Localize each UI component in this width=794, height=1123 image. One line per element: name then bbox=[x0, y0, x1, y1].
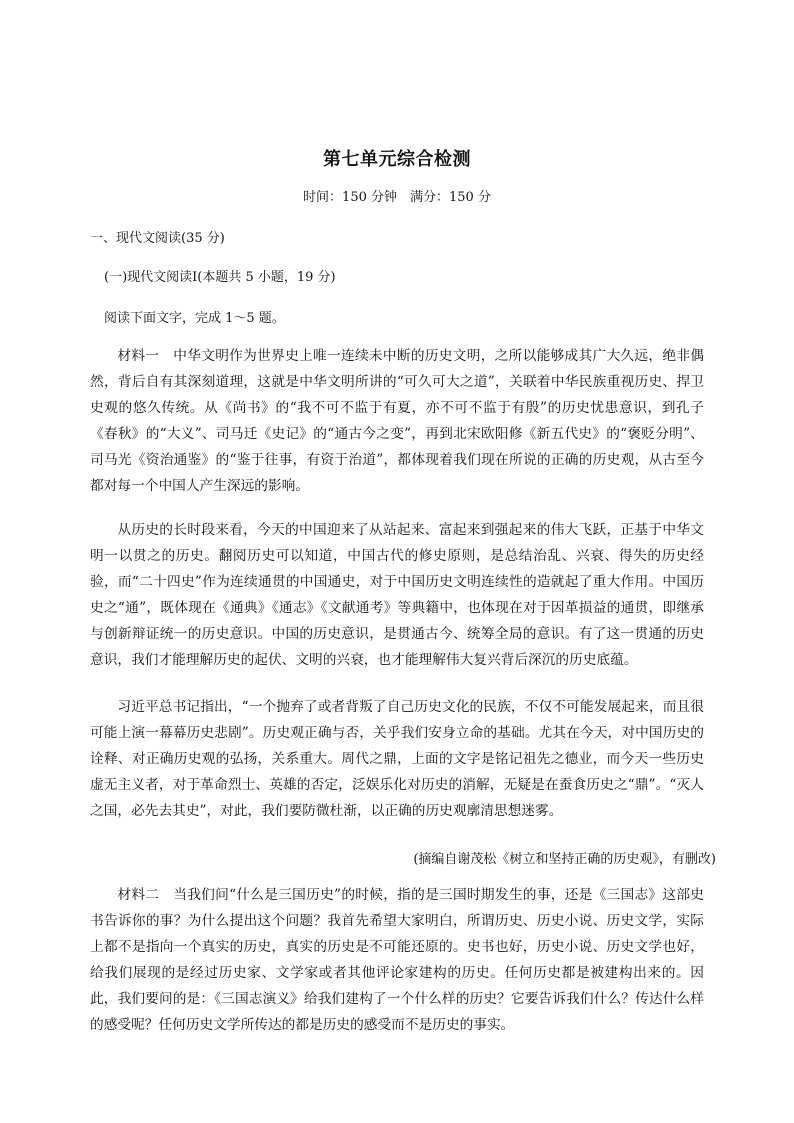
exam-meta: 时间：150 分钟 满分：150 分 bbox=[303, 190, 491, 205]
paragraph-quote: 习近平总书记指出，“一个抛弃了或者背叛了自己历史文化的民族，不仅不可能发展起来，而且很可能上演一幕幕历史悲剧”。历史观正确与否，关乎我们安身立命的基础。尤其在今天，对中国历史的诠释、对正确历史观的弘扬，关系重大。周代之鼎，上面的文字是铭记祖先之德业，而今天一些历史虚无主义者，对于革命烈士、英雄的否定，泛娱乐化对历史的消解，无疑是在蚕食历史之“鼎”。“灭人之国，必先去其史”，对此，我们要防微杜渐，以正确的历史观廓清思想迷雾。 bbox=[90, 699, 704, 819]
section-heading: 一、现代文阅读(35 分) bbox=[90, 231, 225, 246]
paragraph-long-view: 从历史的长时段来看，今天的中国迎来了从站起来、富起来到强起来的伟大飞跃，正基于中华文明一以贯之的历史。翻阅历史可以知道，中国古代的修史原则，是总结治乱、兴衰、得失的历史经验，而“二十四史”作为连续通贯的中国通史，对于中国历史文明连续性的造就起了重大作用。中国历史之“通”，既体现在《通典》《通志》《文献通考》等典籍中，也体现在对于因革损益的通贯，即继承与创新辩证统一的历史意识。中国的历史意识，是贯通古今、统筹全局的意识。有了这一贯通的历史意识，我们才能理解历史的起伏、文明的兴衰，也才能理解伟大复兴背后深沉的历史底蕴。 bbox=[90, 522, 704, 668]
paragraph-material-one: 材料一 中华文明作为世界史上唯一连续未中断的历史文明，之所以能够成其广大久远，绝非偶然，背后自有其深刻道理，这就是中华文明所讲的“可久可大之道”，关联着中华民族重视历史、捍卫史观的悠久传统。从《尚书》的“我不可不监于有夏，亦不可不监于有殷”的历史忧患意识，到孔子《春秋》的“大义”、司马迁《史记》的“通古今之变”，再到北宋欧阳修《新五代史》的“褒贬分明”、司马光《资治通鉴》的“鉴于往事，有资于治道”，都体现着我们现在所说的正确的历史观，从古至今都对每一个中国人产生深远的影响。 bbox=[90, 348, 704, 494]
source-citation: (摘编自谢茂松《树立和坚持正确的历史观》，有删改) bbox=[413, 852, 716, 867]
reading-instruction: 阅读下面文字，完成 1～5 题。 bbox=[104, 311, 285, 326]
subsection-heading: (一)现代文阅读Ⅰ(本题共 5 小题，19 分) bbox=[104, 270, 336, 285]
paragraph-material-two: 材料二 当我们问“什么是三国历史”的时候，指的是三国时期发生的事，还是《三国志》这部史书告诉你的事？为什么提出这个问题？我首先希望大家明白，所谓历史、历史小说、历史文学，实际上都不是指向一个真实的历史，真实的历史是不可能还原的。史书也好，历史小说、历史文学也好，给我们展现的是经过历史家、文学家或者其他评论家建构的历史。任何历史都是被建构出来的。因此，我们要问的是：《三国志演义》给我们建构了一个什么样的历史？它要告诉我们什么？传达什么样的感受呢？任何历史文学所传达的都是历史的感受而不是历史的事实。 bbox=[90, 887, 704, 1033]
page-title: 第七单元综合检测 bbox=[323, 149, 471, 170]
